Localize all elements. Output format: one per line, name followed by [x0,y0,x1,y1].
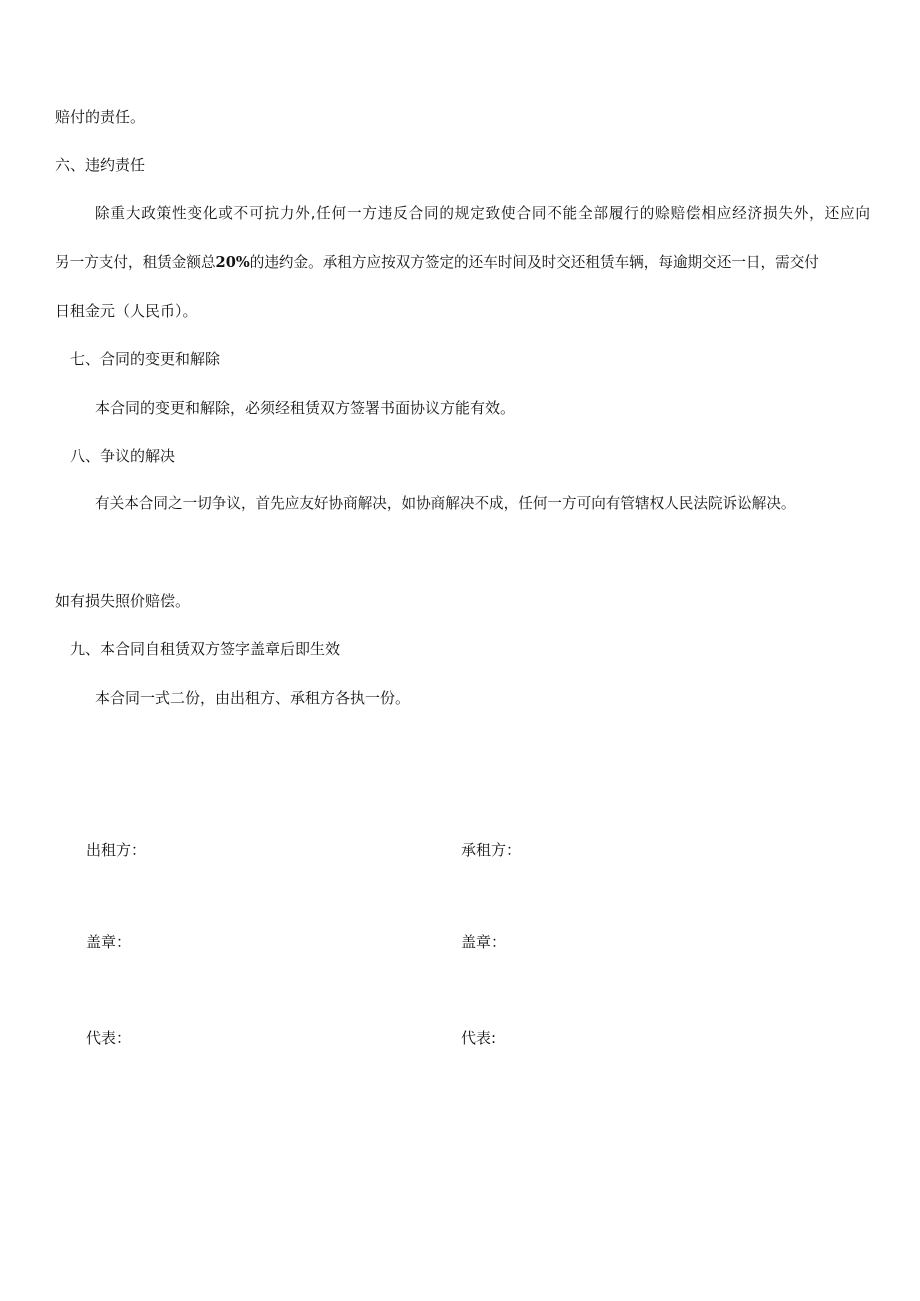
penalty-percentage: 20% [215,254,250,271]
carryover-text: 赔付的责任。 [55,108,146,126]
section-8-body: 有关本合同之一切争议，首先应友好协商解决，如协商解决不成，任何一方可向有管辖权人民法院诉讼解决。 [95,495,796,512]
lessee-label: 承租方： [461,841,522,859]
section-6-line-1: 除重大政策性变化或不可抗力外,任何一方违反合同的规定致使合同不能全部履行的赊赔偿相应经济损失外，还应向 [95,205,870,222]
loss-note: 如有损失照价赔偿。 [55,592,191,610]
section-6-line-2 [55,253,870,273]
section-9-body: 本合同一式二份，由出租方、承租方各执一份。 [95,689,411,707]
section-9-heading: 九、本合同自租赁双方签字盖章后即生效 [70,640,341,658]
lessor-representative-label: 代表： [86,1029,132,1047]
lessor-seal-label: 盖章： [86,933,132,951]
section-6-line-2-end: 的违约金。承租方应按双方签定的还车时间及时交还租赁车辆，每逾期交还一日，需交付 [249,254,819,271]
section-6-line-3: 日租金元（人民币）。 [55,302,198,320]
section-7-body: 本合同的变更和解除，必须经租赁双方签署书面协议方能有效。 [95,399,516,417]
lessor-label: 出租方： [86,841,147,859]
section-6-line-2-start: 另一方支付，租赁金额总 [55,254,216,271]
lessee-representative-label: 代表: [461,1029,497,1047]
lessee-seal-label: 盖章： [461,933,507,951]
section-6-heading: 六、违约责任 [55,156,146,174]
section-8-heading: 八、争议的解决 [70,447,176,465]
section-7-heading: 七、合同的变更和解除 [70,350,221,368]
